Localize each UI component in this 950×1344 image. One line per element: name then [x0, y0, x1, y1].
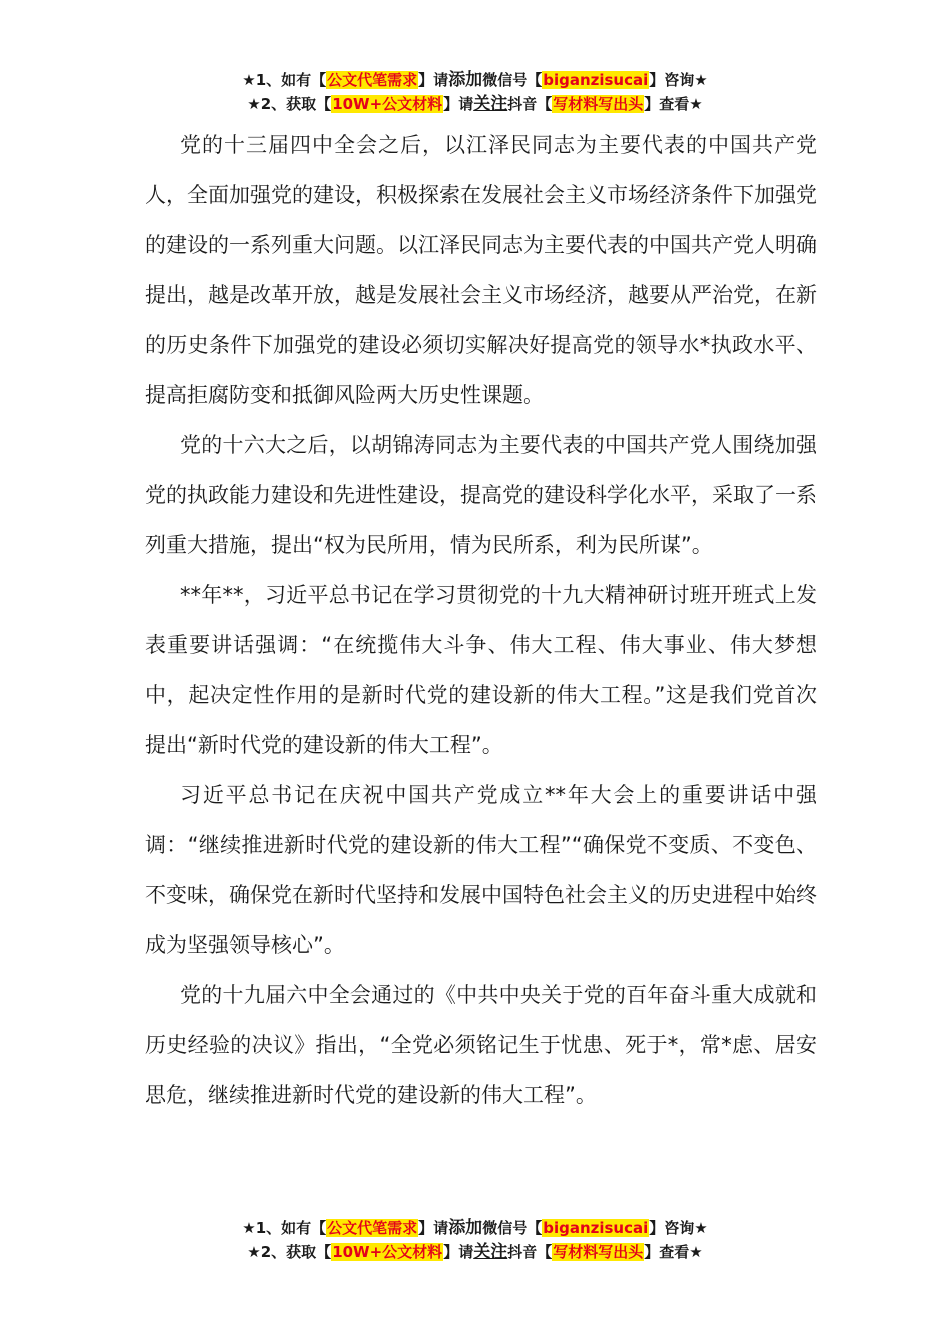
- banner-text: ★1、如有【: [242, 71, 327, 89]
- banner-text: 】咨询★: [649, 1219, 708, 1237]
- banner-text: 抖音【: [507, 1243, 553, 1261]
- banner-text: 】查看★: [644, 1243, 703, 1261]
- paragraph-5: 党的十九届六中全会通过的《中共中央关于党的百年奋斗重大成就和历史经验的决议》指出，“全党必须铭记生于忧患、死于*，常*虑、居安思危，继续推进新时代党的建设新的伟大工程”。: [145, 983, 817, 1107]
- banner-emphasis: 添加: [448, 70, 483, 90]
- footer-line-1: [0, 1216, 950, 1240]
- banner-text: 抖音【: [507, 95, 553, 113]
- banner-text: 】请: [443, 1243, 474, 1261]
- highlight-materials: 10W+公文材料: [332, 95, 443, 113]
- document-body: [145, 120, 817, 1120]
- banner-text: 微信号【: [482, 71, 543, 89]
- banner-text: 微信号【: [482, 1219, 543, 1237]
- footer-banner: [0, 1216, 950, 1264]
- banner-text: ★1、如有【: [242, 1219, 327, 1237]
- banner-emphasis: 添加: [448, 1218, 483, 1238]
- banner-text: ★2、获取【: [247, 95, 332, 113]
- banner-text: 】咨询★: [649, 71, 708, 89]
- banner-emphasis: 关注: [473, 94, 508, 114]
- highlight-service: 公文代笔需求: [327, 71, 418, 89]
- header-line-2: [0, 92, 950, 116]
- footer-line-2: [0, 1240, 950, 1264]
- banner-text: 】查看★: [644, 95, 703, 113]
- highlight-wechat-id: biganzisucai: [543, 1219, 649, 1237]
- highlight-materials: 10W+公文材料: [332, 1243, 443, 1261]
- banner-text: 】请: [418, 1219, 449, 1237]
- paragraph-4: 习近平总书记在庆祝中国共产党成立**年大会上的重要讲话中强调：“继续推进新时代党的建设新的伟大工程”“确保党不变质、不变色、不变味，确保党在新时代坚持和发展中国特色社会主义的历史进程中始终成为坚强领导核心”。: [145, 783, 817, 957]
- highlight-service: 公文代笔需求: [327, 1219, 418, 1237]
- banner-text: 】请: [443, 95, 474, 113]
- highlight-douyin-account: 写材料写出头: [553, 95, 644, 113]
- highlight-douyin-account: 写材料写出头: [553, 1243, 644, 1261]
- paragraph-1: 党的十三届四中全会之后，以江泽民同志为主要代表的中国共产党人，全面加强党的建设，积极探索在发展社会主义市场经济条件下加强党的建设的一系列重大问题。以江泽民同志为主要代表的中国共产党人明确提出，越是改革开放，越是发展社会主义市场经济，越要从严治党，在新的历史条件下加强党的建设必须切实解决好提高党的领导水*执政水平、提高拒腐防变和抵御风险两大历史性课题。: [145, 133, 817, 407]
- paragraph-2: 党的十六大之后，以胡锦涛同志为主要代表的中国共产党人围绕加强党的执政能力建设和先进性建设，提高党的建设科学化水平，采取了一系列重大措施，提出“权为民所用，情为民所系，利为民所谋”。: [145, 433, 817, 557]
- header-line-1: [0, 68, 950, 92]
- paragraph-3: **年**，习近平总书记在学习贯彻党的十九大精神研讨班开班式上发表重要讲话强调：“在统揽伟大斗争、伟大工程、伟大事业、伟大梦想中，起决定性作用的是新时代党的建设新的伟大工程。”这是我们党首次提出“新时代党的建设新的伟大工程”。: [145, 583, 817, 757]
- banner-text: ★2、获取【: [247, 1243, 332, 1261]
- highlight-wechat-id: biganzisucai: [543, 71, 649, 89]
- banner-text: 】请: [418, 71, 449, 89]
- header-banner: [0, 68, 950, 116]
- banner-emphasis: 关注: [473, 1242, 508, 1262]
